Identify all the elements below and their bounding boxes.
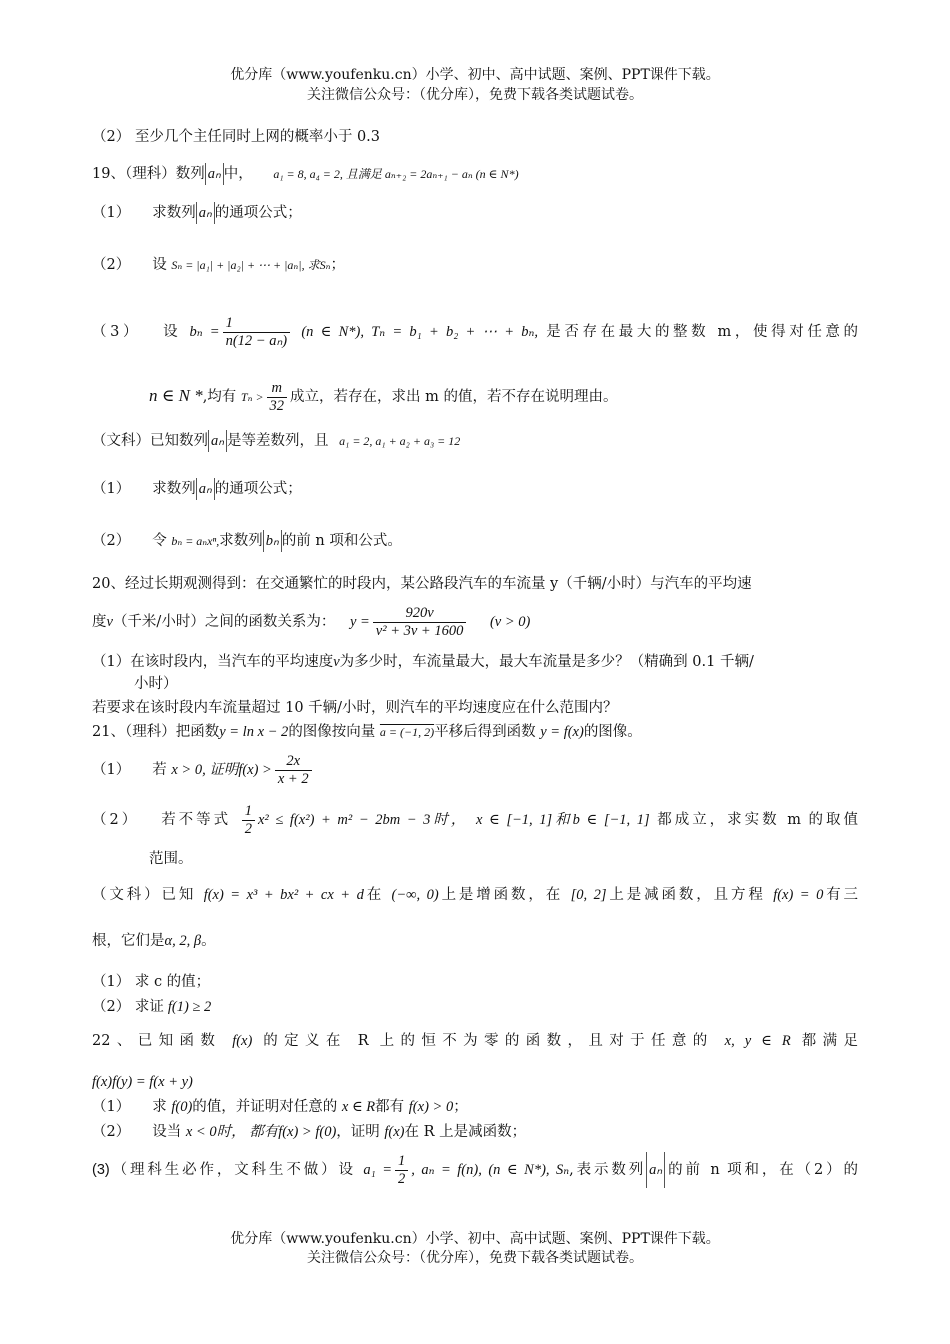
q19-item1: （1） 求数列 aₙ 的通项公式；	[92, 202, 858, 224]
q19-item2: （2） 设 Sₙ = |a₁| + |a₂| + ⋯ + |aₙ|, 求Sₙ；	[92, 257, 345, 273]
q19-lead: 19、（理科）数列 aₙ 中， a₁ = 8, a₄ = 2, 且满足 aₙ₊₂ = 2aₙ₊₁ − aₙ (n ∈ N*)	[92, 163, 858, 185]
q21-item2: （2） 若不等式 $\frac{1}{2}$ x² ≤ f(x²) + m² − 2bm − 3时， x ∈ [−1, 1]和b ∈ [−1, 1] 都成立，求实数 m 的取值	[92, 802, 859, 837]
page-header-line2: 关注微信公众号：（优分库），免费下载各类试题试卷。	[307, 87, 643, 103]
q22-equation: f(x)f(y) = f(x + y)	[92, 1074, 193, 1090]
q20-line1: 20、经过长期观测得到：在交通繁忙的时段内，某公路段汽车的车流量 y（千辆/小时）与汽车的平均速	[92, 576, 752, 592]
q21-item2-cont: 范围。	[149, 851, 193, 867]
page-header-line1: 优分库（www.youfenku.cn）小学、初中、高中试题、案例、PPT课件下载。	[230, 67, 720, 83]
q21-wenke-line2: 根，它们是α, 2, β。	[92, 933, 216, 949]
q19-wenke-item1: （1） 求数列 aₙ 的通项公式；	[92, 478, 858, 500]
q21-lead: 21、（理科）把函数y = ln x − 2的图像按向量 a = (−1, 2)平移后得到函数 y = f(x)的图像。	[92, 724, 642, 740]
q19-wenke-item2: （2） 令 bₙ = aₙxⁿ,求数列 bₙ 的前 n 项和公式。	[92, 530, 858, 552]
q20-line2: 度v（千米/小时）之间的函数关系为： y = $\frac{920v}{\text{v² + 3v + 1600}}$ (v > 0)	[92, 604, 531, 639]
q22-lead: 22、已知函数 f(x) 的定义在 R 上的恒不为零的函数，且对于任意的 x, y ∈ R 都满足	[92, 1033, 858, 1049]
q19-wenke-lead: （文科）已知数列 aₙ 是等差数列，且 a₁ = 2, a₁ + a₂ + a₃ = 12	[92, 430, 858, 452]
page-footer-line1: 优分库（www.youfenku.cn）小学、初中、高中试题、案例、PPT课件下载。	[230, 1231, 720, 1247]
q20-item1-cont: 小时）	[134, 676, 178, 692]
q20-item2: 若要求在该时段内车流量超过 10 千辆/小时，则汽车的平均速度应在什么范围内？	[92, 700, 618, 716]
q22-item1: （1） 求 f(0)的值，并证明对任意的 x ∈ R都有 f(x) > 0；	[92, 1099, 468, 1115]
q18-item2: （2） 至少几个主任同时上网的概率小于 0.3	[92, 129, 381, 145]
q21-item1: （1） 若 x > 0, 证明f(x) > $\frac{2x}{x + 2}$	[92, 752, 858, 788]
q21-wenke-lead: （文科）已知 f(x) = x³ + bx² + cx + d在 (−∞, 0)上是增函数，在 [0, 2]上是减函数，且方程 f(x) = 0有三	[92, 887, 859, 903]
q19-item3: （3） 设 bₙ = $\frac{1}{\text{n(12 − aₙ)}}$ (n ∈ N*), Tₙ = b₁ + b₂ + ⋯ + bₙ, 是否存在最大的整数 m，使得对任意的	[92, 314, 859, 349]
q22-item2: （2） 设当 x < 0时， 都有f(x) > f(0)，证明 f(x)在 R 上是减函数；	[92, 1124, 527, 1140]
q19-item3-cont: n ∈ N *,均有 Tₙ > $\frac{m}{32}$ 成立，若存在，求出 m 的值，若不存在说明理由。	[149, 379, 618, 414]
page-footer-line2: 关注微信公众号：（优分库），免费下载各类试题试卷。	[307, 1250, 643, 1266]
q21-wenke-item1: （1） 求 c 的值；	[92, 974, 211, 990]
q22-item3: (3)（理科生必作，文科生不做）设 a₁ = $\frac{1}{2}$ , aₙ = f(n), (n ∈ N*), Sₙ,表示数列 aₙ 的前 n 项和，在（2）的	[92, 1152, 859, 1187]
q20-item1: （1）在该时段内，当汽车的平均速度v为多少时，车流量最大，最大车流量是多少？（精确到 0.1 千辆/	[92, 654, 754, 670]
q21-wenke-item2: （2） 求证 f(1) ≥ 2	[92, 999, 212, 1015]
